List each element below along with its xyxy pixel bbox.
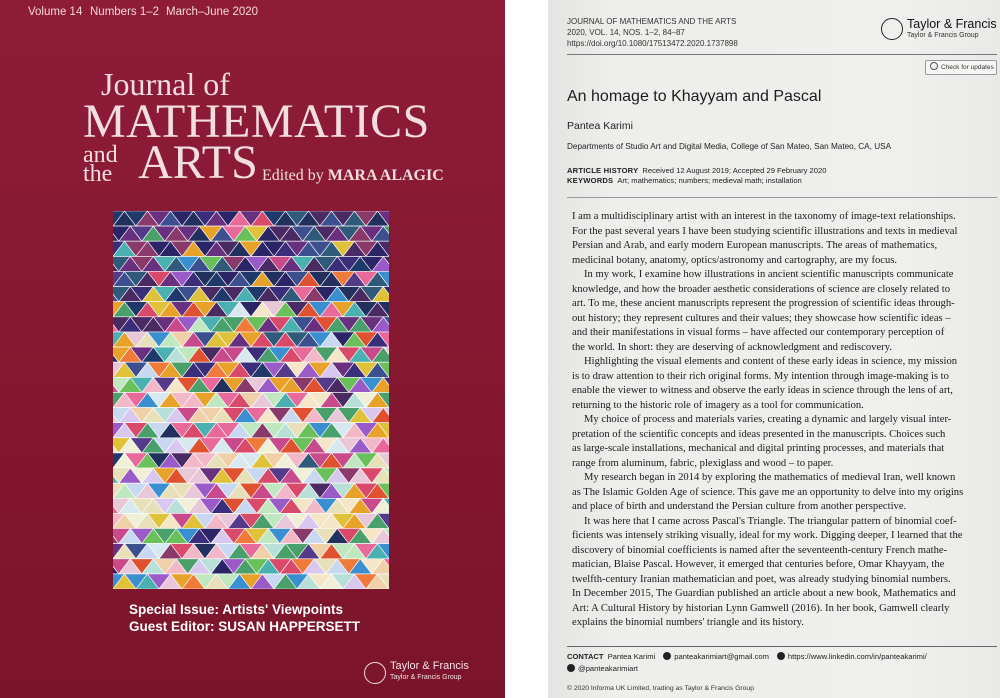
- body-text-line: discovery of binomial coefficients is named after the seventeenth-century French mathe-: [572, 544, 948, 556]
- cover-guest-editor: Guest Editor: SUSAN HAPPERSETT: [129, 619, 361, 634]
- publisher-group: Taylor & Francis Group: [907, 32, 979, 39]
- body-text-line: twelfth-century Iranian mathematician and poet, was already studying binomial numbers.: [572, 573, 951, 585]
- copyright-line: © 2020 Informa UK Limited, trading as Taylor & Francis Group: [567, 685, 754, 692]
- body-text-line: explains the binomial numbers' triangle and its history.: [572, 617, 804, 628]
- body-text-line: pretation of the scientific concepts and ideas presented in the manuscripts. Choices such: [572, 428, 946, 440]
- body-text-line: and their manifestations in visual forms – have affected our contemporary perception of: [572, 327, 945, 338]
- article-page: [548, 0, 1000, 698]
- body-text-line: It was here that I came across Pascal's Triangle. The triangular pattern of binomial coef-: [584, 515, 957, 527]
- keywords-label: KEYWORDS: [567, 176, 614, 185]
- cover-special-issue: Special Issue: Artists' Viewpoints: [129, 602, 344, 617]
- contact-instagram[interactable]: @panteakarimiart: [578, 664, 639, 673]
- running-head-journal: JOURNAL OF MATHEMATICS AND THE ARTS: [567, 17, 737, 26]
- contact-label: CONTACT: [567, 652, 604, 661]
- body-text-line: ficients was intensely striking visually, ideal for my work. Digging deeper, I learned that the: [572, 530, 963, 541]
- cover-publisher-logo: [364, 660, 494, 690]
- contact-linkedin[interactable]: https://www.linkedin.com/in/panteakarimi/: [787, 652, 927, 661]
- cover-publisher-group: Taylor & Francis Group: [390, 674, 462, 681]
- author-affiliation: Departments of Studio Art and Digital Media, College of San Mateo, San Mateo, CA, USA: [567, 142, 892, 151]
- lamp-logo-icon: [881, 18, 903, 40]
- running-head-volume: 2020, VOL. 14, NOS. 1–2, 84–87: [567, 28, 685, 37]
- body-text-line: the world. In short: they are deserving of acknowledgment and rediscovery.: [572, 341, 892, 353]
- body-text-line: and place of birth and understand the Persian culture from another perspective.: [572, 501, 907, 512]
- linkedin-icon: [777, 652, 785, 660]
- body-text-line: My research began in 2014 by exploring the mathematics of medieval Iran, well known: [584, 472, 956, 483]
- body-text-line: Persian and Arab, and early modern European manuscripts. The areas of mathematics,: [572, 240, 938, 251]
- body-text-line: matician, Blaise Pascal. However, it emerged that centuries before, Omar Khayyam, the: [572, 559, 945, 570]
- contact-divider: [567, 646, 997, 647]
- cover-editor-line: [262, 167, 444, 185]
- cover-publisher-name: Taylor & Francis: [390, 660, 469, 672]
- cover-numbers: Numbers 1–2: [90, 6, 160, 18]
- email-icon: [663, 652, 671, 660]
- body-text-line: as large-scale installations, mechanical and digital printing processes, and materials that: [572, 443, 945, 454]
- article-title: An homage to Khayyam and Pascal: [567, 88, 822, 105]
- cover-editor-name: MARA ALAGIC: [327, 167, 444, 184]
- cover-title-journal-of: Journal of: [101, 66, 230, 102]
- keywords-value: Art; mathematics; numbers; medieval math; installation: [617, 176, 802, 185]
- cover-volume: Volume 14: [28, 6, 83, 18]
- contact-email[interactable]: panteakarimiart@gmail.com: [674, 652, 769, 661]
- body-text-line: returning to the historic role of imagery as a tool for communication.: [572, 399, 864, 411]
- cover-title-the: the: [83, 161, 113, 187]
- contact-info: [567, 652, 927, 661]
- cover-date: March–June 2020: [166, 6, 259, 18]
- publisher-logo: [881, 16, 997, 46]
- body-text-line: range from aluminum, fabric, plexiglass and wood – to paper.: [572, 457, 834, 469]
- body-text-line: In December 2015, The Guardian published an article about a new book, Mathematics and: [572, 588, 956, 599]
- cover-edited-by: Edited by: [262, 167, 328, 184]
- body-text-line: Highlighting the visual elements and content of these early ideas in science, my mission: [584, 356, 958, 367]
- doi-link[interactable]: https://doi.org/10.1080/17513472.2020.1737898: [567, 39, 738, 48]
- article-history-value: Received 12 August 2019; Accepted 29 February 2020: [642, 166, 827, 175]
- article-keywords: [567, 176, 802, 185]
- meta-divider: [567, 197, 997, 198]
- lamp-logo-icon: [364, 662, 386, 684]
- article-author: Pantea Karimi: [567, 120, 633, 132]
- body-text-line: In my work, I examine how illustrations in ancient scientific manuscripts communicate: [584, 269, 954, 280]
- cover-title-mathematics: MATHEMATICS: [83, 95, 430, 148]
- body-text-line: knowledge, and how the broader aesthetic considerations of science are closely related to: [572, 283, 950, 295]
- body-text-line: For the past several years I have been studying scientific illustrations and texts in medieval: [572, 225, 958, 237]
- publisher-name: Taylor & Francis: [907, 17, 997, 31]
- cover-title-and: and: [83, 142, 118, 168]
- check-updates-icon: [930, 62, 938, 70]
- contact-name: Pantea Karimi: [607, 652, 656, 661]
- check-updates-label: Check for updates: [941, 64, 994, 71]
- instagram-icon: [567, 664, 575, 672]
- header-divider: [567, 54, 997, 55]
- body-text-line: is to draw attention to their rich original forms. My intention through image-making is to: [572, 370, 949, 382]
- body-text-line: My choice of process and materials varies, creating a dynamic and largely visual inter-: [584, 414, 952, 425]
- check-for-updates-button[interactable]: [925, 60, 997, 75]
- article-history-label: ARTICLE HISTORY: [567, 166, 639, 175]
- body-text-line: as The Islamic Golden Age of science. This gave me an opportunity to delve into my origins: [572, 486, 964, 498]
- contact-instagram-line: [567, 664, 638, 673]
- triangle-mosaic-artwork: [113, 211, 389, 589]
- body-text-line: out history; they represent cultures and their values; they showcase how scientific ideas –: [572, 312, 951, 324]
- body-text-line: art. To me, these ancient manuscripts represent the progression of scientific ideas through-: [572, 298, 955, 309]
- article-history: [567, 166, 826, 175]
- body-text-line: I am a multidisciplinary artist with an interest in the taxonomy of image-text relationships.: [572, 211, 956, 222]
- body-text-line: Art: A Cultural History by historian Lynn Gamwell (2016). In her book, Gamwell clearly: [572, 602, 950, 614]
- cover-title-arts: ARTS: [138, 136, 258, 189]
- body-text-line: enable the viewer to witness and observe the early ideas in science through the lens of art,: [572, 385, 953, 396]
- body-text-line: medicinal botany, anatomy, optics/astronomy and cartography, are my focus.: [572, 254, 898, 266]
